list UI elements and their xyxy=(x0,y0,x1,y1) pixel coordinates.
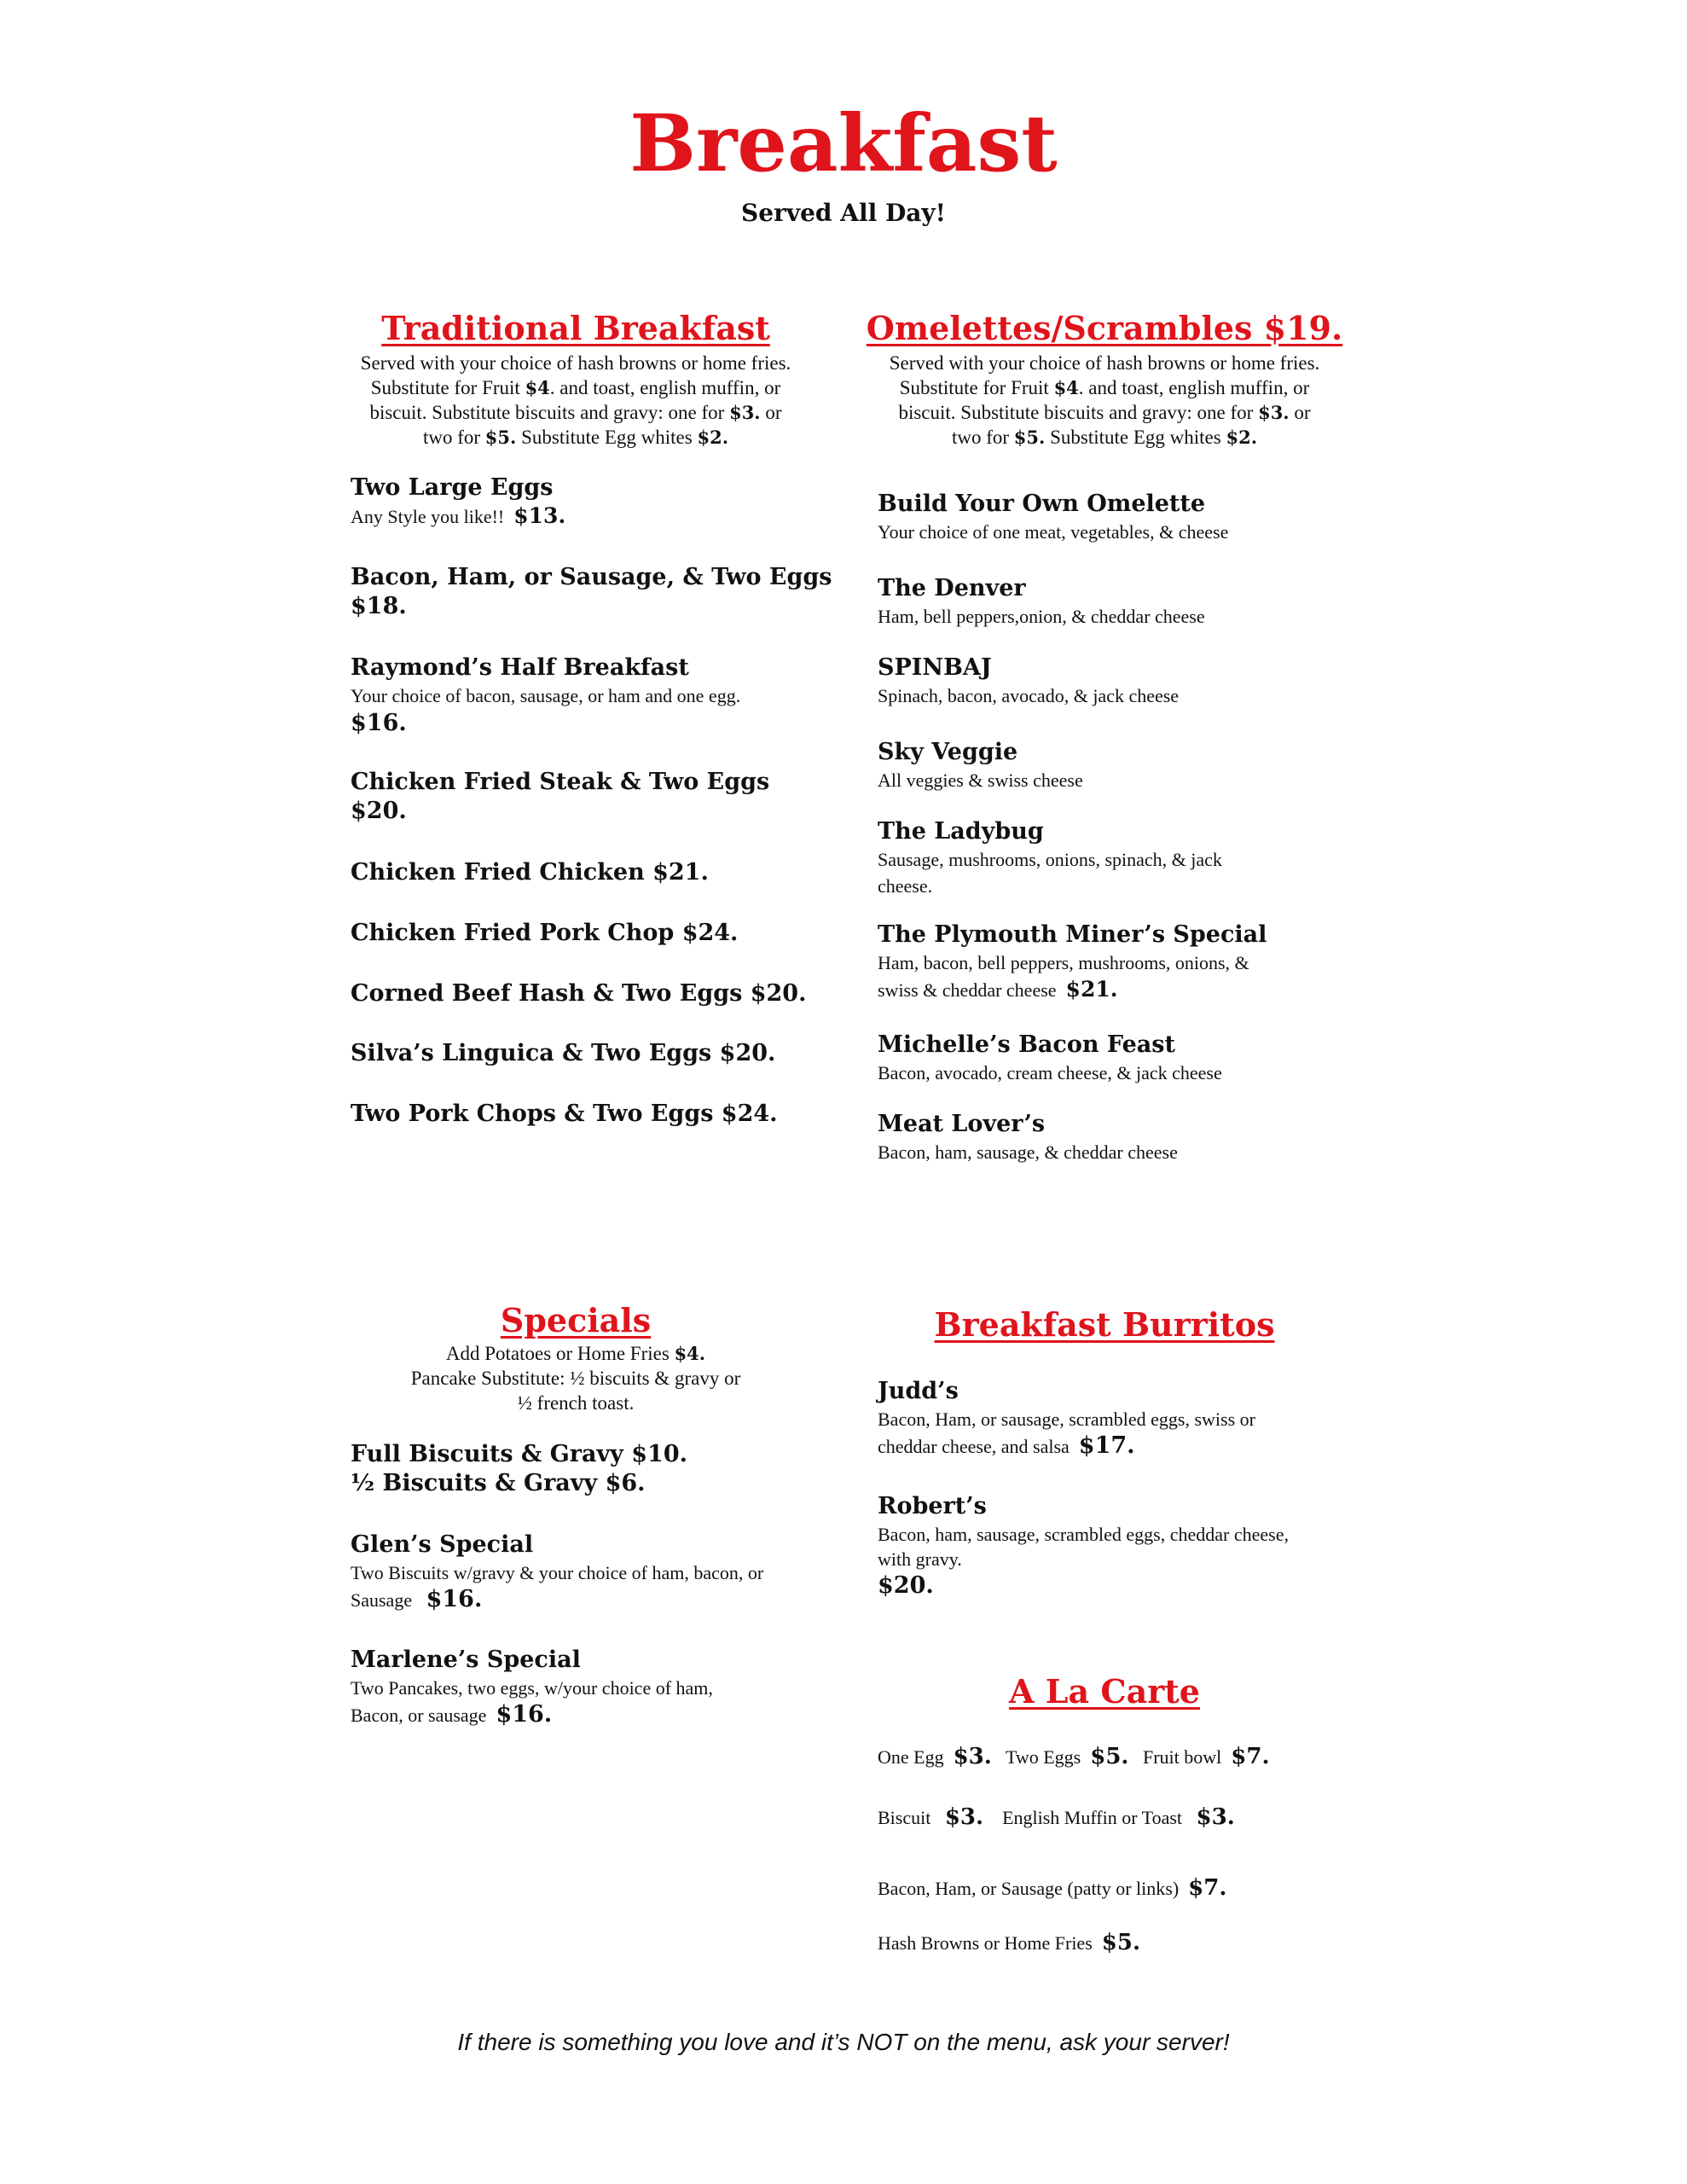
alacarte-row: Hash Browns or Home Fries $5. xyxy=(878,1930,1140,1955)
traditional-intro: Served with your choice of hash browns or home fries. Substitute for Fruit $4. and toast, english muffin, or biscuit. Substitute biscuits and gravy: one for $3. or two for $5. Substitute Egg whites $2. xyxy=(360,352,791,448)
alacarte-row: One Egg $3. Two Eggs $5. Fruit bowl $7. xyxy=(878,1744,1270,1769)
menu-item: Chicken Fried Pork Chop $24. xyxy=(351,920,739,946)
menu-item: Michelle’s Bacon Feast Bacon, avocado, cream cheese, & jack cheese xyxy=(878,1031,1222,1083)
menu-item: Raymond’s Half Breakfast Your choice of bacon, sausage, or ham and one egg. $16. xyxy=(351,654,741,736)
menu-item: Bacon, Ham, or Sausage, & Two Eggs $18. xyxy=(351,564,832,619)
menu-item: Sky Veggie All veggies & swiss cheese xyxy=(878,739,1083,791)
menu-item: Chicken Fried Steak & Two Eggs $20. xyxy=(351,769,770,824)
specials-heading: Specials xyxy=(500,1301,652,1339)
page-title: Breakfast xyxy=(629,97,1058,189)
menu-item: Two Pork Chops & Two Eggs $24. xyxy=(351,1101,778,1127)
specials-intro: Add Potatoes or Home Fries $4. Pancake Substitute: ½ biscuits & gravy or ½ french toast. xyxy=(410,1343,741,1414)
footer-note: If there is something you love and it’s NOT on the menu, ask your server! xyxy=(457,2029,1230,2055)
menu-item: Glen’s Special Two Biscuits w/gravy & your choice of ham, bacon, or Sausage $16. xyxy=(351,1531,764,1612)
page-subtitle: Served All Day! xyxy=(741,199,946,227)
menu-item: Chicken Fried Chicken $21. xyxy=(351,859,709,886)
menu-item: Build Your Own Omelette Your choice of one meat, vegetables, & cheese xyxy=(878,491,1229,543)
menu-item: The Denver Ham, bell peppers,onion, & cheddar cheese xyxy=(878,575,1205,627)
menu-item: The Ladybug Sausage, mushrooms, onions, spinach, & jack cheese. xyxy=(878,818,1222,897)
menu-item: Meat Lover’s Bacon, ham, sausage, & cheddar cheese xyxy=(878,1111,1178,1163)
omelettes-heading: Omelettes/Scrambles $19. xyxy=(866,309,1343,347)
menu-item: Full Biscuits & Gravy $10. ½ Biscuits & Gravy $6. xyxy=(351,1441,688,1496)
menu-item: Corned Beef Hash & Two Eggs $20. xyxy=(351,980,807,1007)
menu-item: Marlene’s Special Two Pancakes, two eggs, w/your choice of ham, Bacon, or sausage $16. xyxy=(351,1647,713,1728)
menu-item: SPINBAJ Spinach, bacon, avocado, & jack cheese xyxy=(878,654,1180,706)
burritos-heading: Breakfast Burritos xyxy=(934,1305,1275,1344)
alacarte-row: Bacon, Ham, or Sausage (patty or links) $7. xyxy=(878,1875,1227,1901)
menu-item: The Plymouth Miner’s Special Ham, bacon, bell peppers, mushrooms, onions, & swiss & cheddar cheese $21. xyxy=(878,921,1267,1002)
alacarte-row: Biscuit $3. English Muffin or Toast $3. xyxy=(878,1804,1235,1830)
alacarte-heading: A La Carte xyxy=(1009,1672,1200,1711)
menu-item: Silva’s Linguica & Two Eggs $20. xyxy=(351,1040,776,1066)
traditional-heading: Traditional Breakfast xyxy=(381,309,770,347)
menu-item: Robert’s Bacon, ham, sausage, scrambled eggs, cheddar cheese, with gravy. $20. xyxy=(878,1493,1289,1599)
omelettes-intro: Served with your choice of hash browns or home fries. Substitute for Fruit $4. and toast, english muffin, or biscuit. Substitute biscuits and gravy: one for $3. or two for $5. Substitute Egg whites $2. xyxy=(889,352,1320,448)
menu-item: Two Large Eggs Any Style you like!! $13. xyxy=(351,474,566,528)
menu-item: Judd’s Bacon, Ham, or sausage, scrambled eggs, swiss or cheddar cheese, and salsa $17. xyxy=(878,1378,1255,1459)
